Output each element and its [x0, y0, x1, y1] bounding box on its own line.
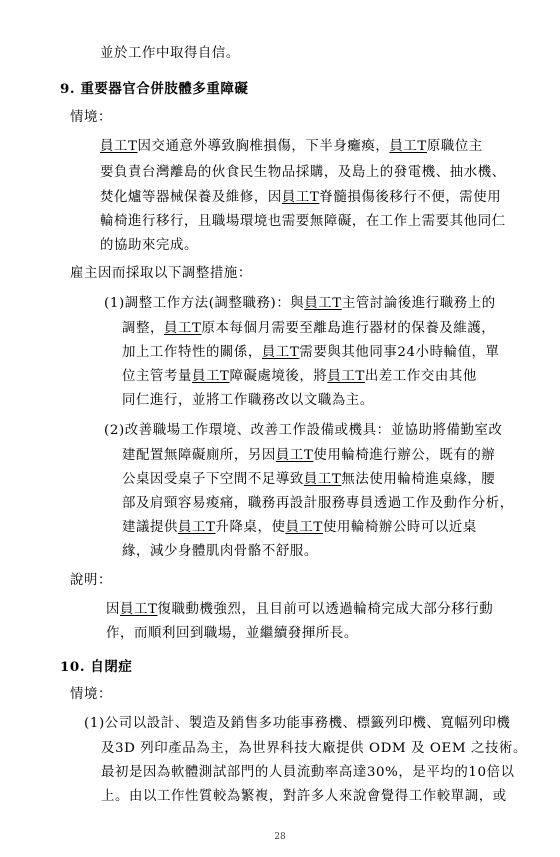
section-10-heading: 10. 自閉症 — [60, 659, 133, 675]
text-line: (2)改善職場工作環境、改善工作設備或機具：並協助將備勤室改 — [104, 423, 503, 438]
text-line: 員工T因交通意外導致胸椎損傷，下半身癱瘓，員工T原職位主 — [100, 139, 483, 154]
text-line: 因員工T復職動機強烈，且目前可以透過輪椅完成大部分移行動 — [106, 602, 494, 617]
text-line: 上。由以工作性質較為繁複，對許多人來說會覺得工作較單調，或 — [101, 789, 507, 804]
text-line: 要負責台灣離島的伙食民生物品採購，及島上的發電機、抽水機、 — [100, 165, 506, 180]
page-number: 28 — [274, 832, 286, 842]
note-label: 說明： — [70, 573, 112, 588]
text-line: (1)公司以設計、製造及銷售多功能事務機、標籤列印機、寬幅列印機 — [84, 716, 511, 731]
text-line: 最初是因為軟體測試部門的人員流動率高達30%，是平均的10倍以 — [101, 765, 515, 780]
continued-line: 並於工作中取得自信。 — [100, 46, 240, 61]
text-line: (1)調整工作方法(調整職務)：與員工T主管討論後進行職務上的 — [104, 296, 496, 311]
text-line: 緣，減少身體肌肉骨骼不舒服。 — [122, 544, 318, 559]
text-line: 作，而順利回到職場，並繼續發揮所長。 — [106, 626, 358, 641]
section-9-heading: 9. 重要器官合併肢體多重障礙 — [60, 81, 249, 97]
text-line: 同仁進行，並將工作職務改以文職為主。 — [122, 393, 374, 408]
text-line: 的協助來完成。 — [100, 238, 198, 253]
text-line: 建議提供員工T升降桌，使員工T使用輪椅辦公時可以近桌 — [122, 520, 477, 535]
text-line: 調整，員工T原本每個月需要至離島進行器材的保養及維護， — [122, 321, 496, 336]
text-line: 位主管考量員工T障礙處境後，將員工T出差工作交由其他 — [122, 369, 477, 384]
situation-label: 情境： — [70, 110, 112, 125]
text-line: 及3D 列印產品為主，為世界科技大廠提供 ODM 及 OEM 之技術。 — [101, 741, 528, 756]
measures-label: 雇主因而採取以下調整措施： — [70, 266, 252, 281]
text-line: 部及肩頸容易痠痛，職務再設計服務專員透過工作及動作分析， — [122, 496, 514, 511]
text-line: 輪椅進行移行，且職場環境也需要無障礙，在工作上需要其他同仁 — [100, 214, 506, 229]
text-line: 建配置無障礙廁所，另因員工T使用輪椅進行辦公，既有的辦 — [122, 448, 496, 463]
text-line: 加上工作特性的關係，員工T需要與其他同事24小時輪值，單 — [122, 345, 500, 360]
text-line: 焚化爐等器械保養及維修，因員工T脊髓損傷後移行不便，需使用 — [100, 190, 502, 205]
text-line: 公桌因受桌子下空間不足導致員工T無法使用輪椅進桌緣，腰 — [122, 472, 496, 487]
situation-label-10: 情境： — [70, 687, 112, 702]
